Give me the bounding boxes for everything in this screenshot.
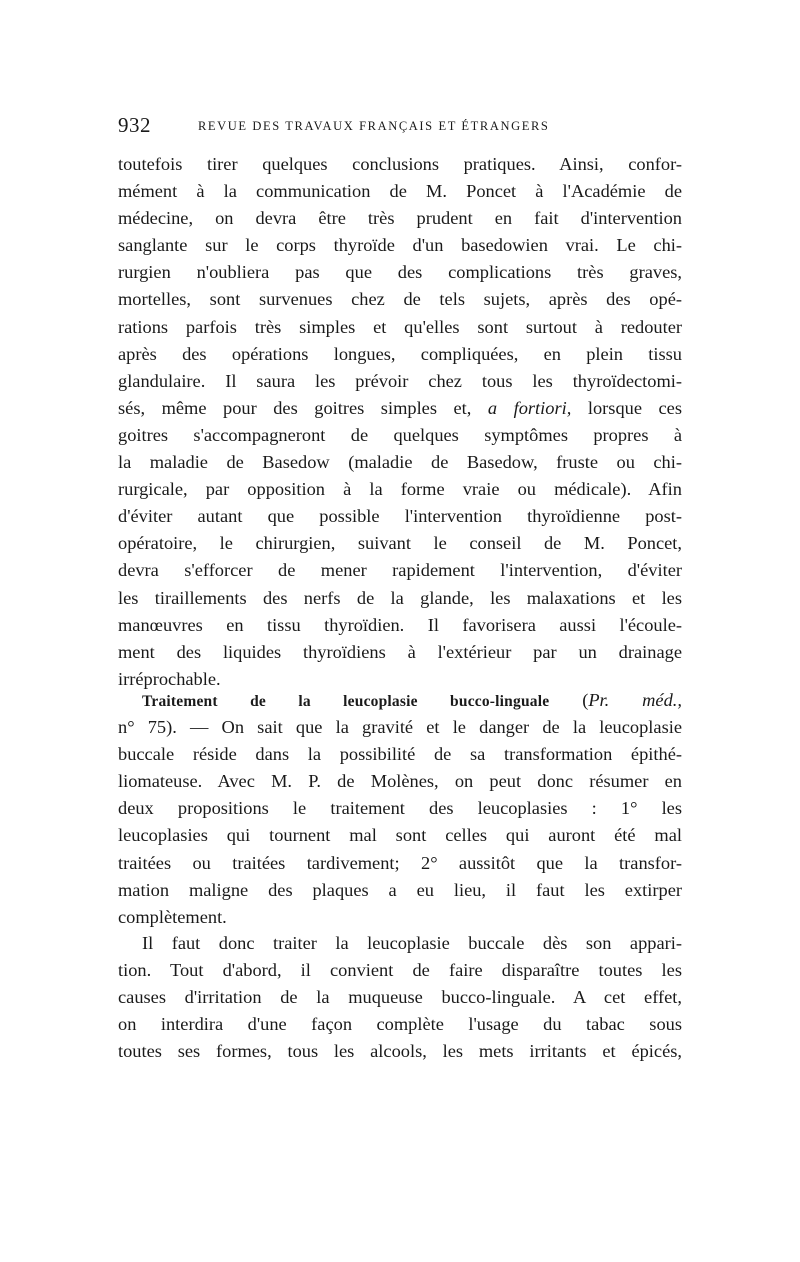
text-line: rations parfois très simples et qu'elles sont surtout à redouter	[118, 316, 682, 337]
text-fragment: lorsque ces	[587, 397, 682, 418]
text-line: rurgien n'oubliera pas que des complications très graves,	[118, 262, 682, 283]
text-line: devra s'efforcer de mener rapidement l'intervention, d'éviter	[118, 560, 682, 581]
text-line: causes d'irritation de la muqueuse bucco-linguale. A cet effet,	[118, 987, 682, 1008]
text-line: ment des liquides thyroïdiens à l'extérieur par un drainage	[118, 641, 682, 662]
text-line: la maladie de Basedow (maladie de Basedow, fruste ou chi-	[118, 452, 682, 473]
text-line: mation maligne des plaques a eu lieu, il faut les extirper	[118, 879, 682, 900]
text-line: opératoire, le chirurgien, suivant le conseil de M. Poncet,	[118, 533, 682, 554]
text-line: irréprochable.	[118, 668, 221, 689]
text-line: liomateuse. Avec M. P. de Molènes, on peut donc résumer en	[118, 771, 682, 792]
text-line: mément à la communication de M. Poncet à l'Académie de	[118, 181, 682, 202]
page-number: 932	[118, 113, 151, 137]
text-line: toutes ses formes, tous les alcools, les mets irritants et épicés,	[118, 1041, 682, 1062]
text-line: après des opérations longues, compliquées, en plein tissu	[118, 343, 682, 364]
text-line: leucoplasies qui tournent mal sont celles qui auront été mal	[118, 825, 682, 846]
italic-phrase: a fortiori,	[487, 397, 572, 418]
citation-open: (	[582, 690, 589, 710]
text-line: n° 75). — On sait que la gravité et le danger de la leucoplasie	[118, 717, 682, 738]
text-line: sanglante sur le corps thyroïde d'un basedowien vrai. Le chi-	[118, 235, 682, 256]
section-heading-line	[118, 687, 682, 714]
running-head-title: REVUE DES TRAVAUX FRANÇAIS ET ÉTRANGERS	[198, 119, 550, 133]
text-line: on interdira d'une façon complète l'usage du tabac sous	[118, 1014, 682, 1035]
text-line-with-italic	[118, 395, 682, 422]
text-line: manœuvres en tissu thyroïdien. Il favorisera aussi l'écoule-	[118, 614, 682, 635]
section-title: Traitement de la leucoplasie bucco-linguale	[142, 693, 550, 710]
text-line: glandulaire. Il saura les prévoir chez tous les thyroïdectomi-	[118, 370, 682, 391]
text-line: complètement.	[118, 906, 227, 927]
citation-source: Pr. méd.,	[588, 690, 682, 710]
text-line: médecine, on devra être très prudent en fait d'intervention	[118, 208, 682, 229]
text-fragment: sés, même pour des goitres simples et,	[118, 397, 472, 418]
text-line: toutefois tirer quelques conclusions pratiques. Ainsi, confor-	[118, 154, 682, 174]
text-line: les tiraillements des nerfs de la glande, les malaxations et les	[118, 587, 682, 608]
text-line: buccale réside dans la possibilité de sa transformation épithé-	[118, 744, 682, 765]
paragraph-leucoplasia-care	[118, 930, 682, 1065]
text-line: rurgicale, par opposition à la forme vraie ou médicale). Afin	[118, 479, 682, 500]
running-head	[118, 113, 683, 143]
paragraph-thyroid-surgery	[118, 151, 682, 693]
text-line: traitées ou traitées tardivement; 2° aussitôt que la transfor-	[118, 852, 682, 873]
text-line: Il faut donc traiter la leucoplasie buccale dès son appari-	[142, 933, 682, 953]
text-line: mortelles, sont survenues chez de tels sujets, après des opé-	[118, 289, 682, 310]
paragraph-leucoplasia-treatment	[118, 687, 682, 931]
text-line: goitres s'accompagneront de quelques symptômes propres à	[118, 424, 682, 445]
text-line: d'éviter autant que possible l'intervention thyroïdienne post-	[118, 506, 682, 527]
text-line: deux propositions le traitement des leucoplasies : 1° les	[118, 798, 682, 819]
text-line: tion. Tout d'abord, il convient de faire disparaître toutes les	[118, 960, 682, 981]
